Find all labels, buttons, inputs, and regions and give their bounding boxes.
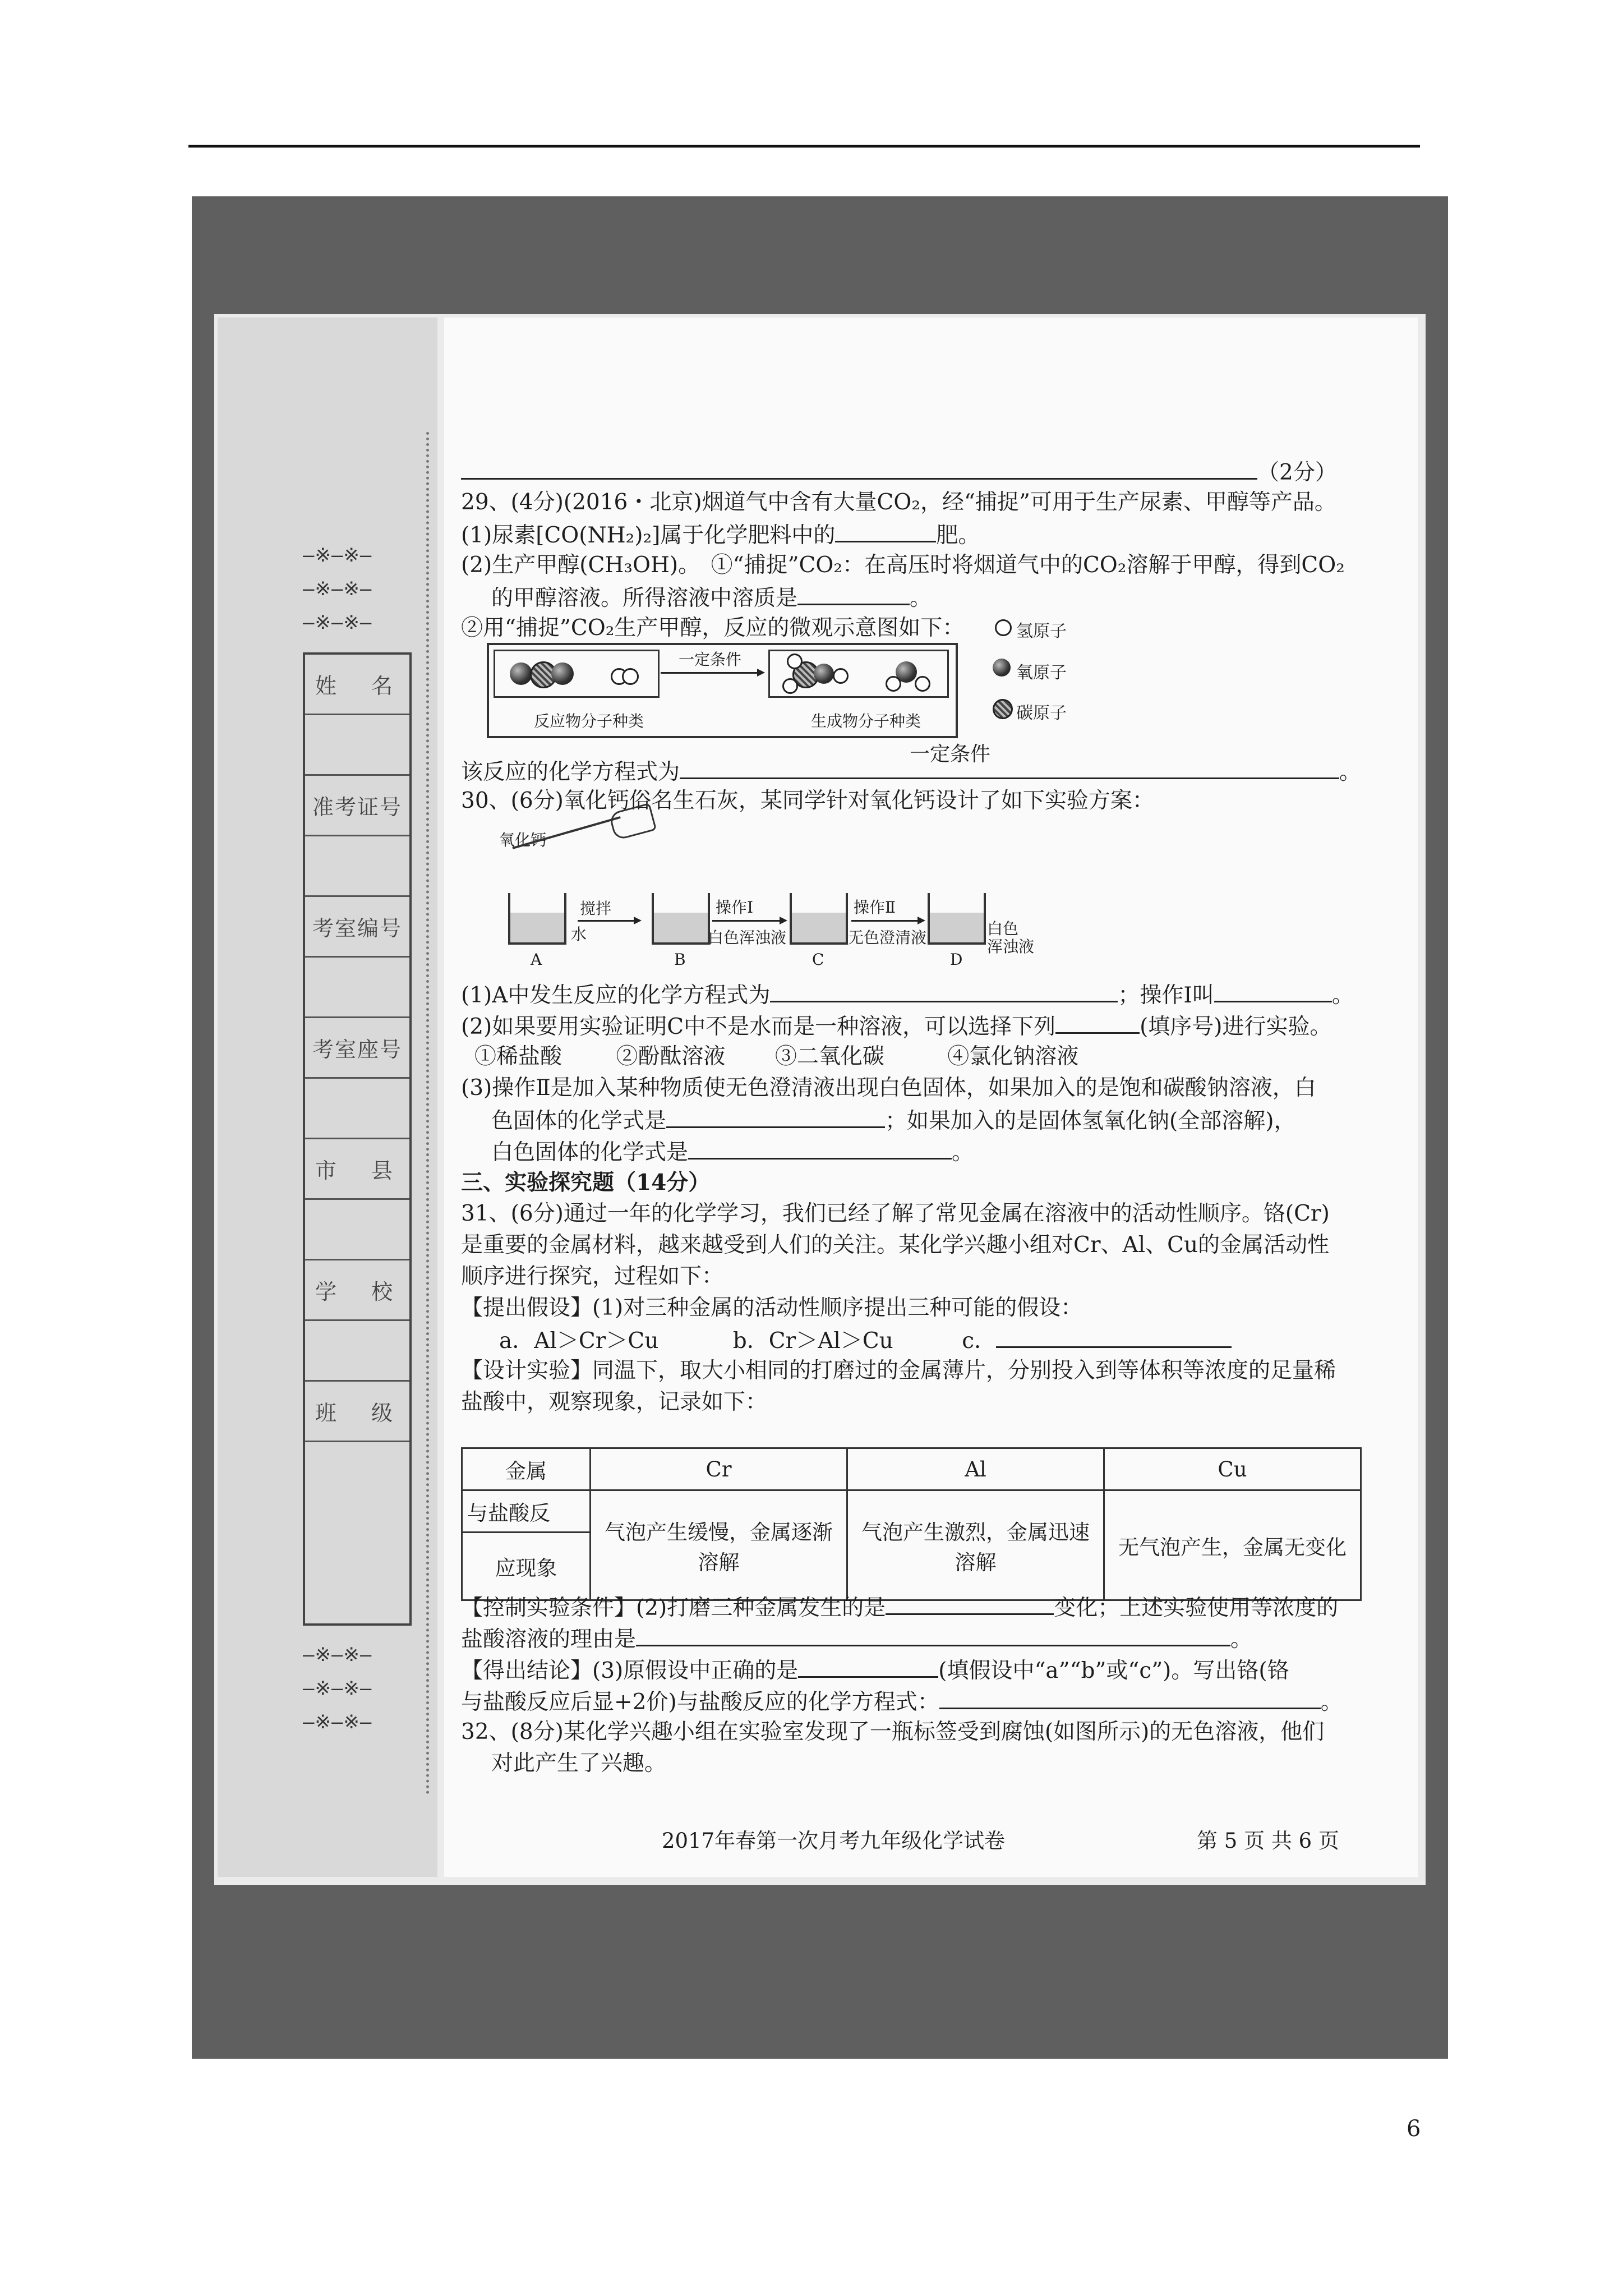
option-2: ②酚酞溶液 [616, 1044, 726, 1069]
table-row-label: 应现象 [462, 1533, 591, 1600]
field-exam-id-blank[interactable] [305, 836, 409, 897]
product-caption: 生成物分子种类 [811, 712, 921, 730]
q32-line1: 32、(8分)某化学兴趣小组在实验室发现了一瓶标签受到腐蚀(如图所示)的无色溶液，他们 [461, 1719, 1325, 1745]
section-heading: 三、实验探究题（14分） [461, 1170, 711, 1195]
hydrogen-atom [787, 654, 803, 669]
stir-arrow [578, 920, 639, 922]
hydrogen-legend-icon [995, 619, 1012, 636]
q29-solute-blank[interactable] [797, 581, 910, 605]
reactant-caption: 反应物分子种类 [534, 712, 644, 730]
q29-equation-label: 该反应的化学方程式为 [461, 760, 680, 785]
table-row-label: 与盐酸反 [462, 1490, 591, 1533]
al-observation-a: 气泡产生激烈，金属迅速 [861, 1520, 1090, 1544]
hydrogen-atom [833, 668, 849, 684]
option-4: ④氯化钠溶液 [947, 1044, 1079, 1069]
table-cell-al [847, 1490, 1104, 1600]
hydrogen-atom [915, 676, 930, 692]
cao-label: 氧化钙 [499, 831, 547, 849]
field-name-blank[interactable] [305, 715, 409, 776]
q31-equation-text: 与盐酸反应后显+2价)与盐酸反应的化学方程式： [461, 1690, 939, 1715]
hypothesis-a: a．Al＞Cr＞Cu [499, 1328, 659, 1354]
q30-equation-blank[interactable] [770, 978, 1118, 1002]
op1-label: 操作Ⅰ [716, 898, 754, 917]
field-seat-blank[interactable] [305, 1079, 409, 1139]
beaker-d-icon [928, 893, 986, 945]
q30-p3-end: 。 [952, 1140, 974, 1165]
al-observation-b: 溶解 [955, 1550, 997, 1575]
q31-correct-blank[interactable] [798, 1654, 938, 1678]
q31-reason-text: 盐酸溶液的理由是 [461, 1627, 637, 1652]
q31-control-text: 【控制实验条件】(2)打磨三种金属发生的是 [461, 1595, 886, 1621]
hydrogen-atom [622, 668, 639, 685]
q31-reason-end: 。 [1230, 1627, 1253, 1652]
reaction-condition: 一定条件 [679, 650, 742, 669]
q30-solid1-blank[interactable] [666, 1104, 885, 1128]
legend-hydrogen: 氢原子 [1016, 622, 1067, 641]
field-class-label: 班 级 [305, 1382, 409, 1442]
q30-option-blank[interactable] [1055, 1010, 1140, 1034]
q30-p1-text: (1)A中发生反应的化学方程式为 [461, 983, 771, 1008]
beaker-b-icon [652, 893, 710, 945]
field-school-label: 学 校 [305, 1260, 409, 1321]
label-b: B [674, 950, 686, 969]
header-rule [188, 145, 1420, 148]
q30-solid2-blank[interactable] [688, 1135, 952, 1159]
q31-line3: 顺序进行探究，过程如下： [461, 1264, 724, 1289]
field-county-label: 市 县 [305, 1139, 409, 1200]
hypothesis-c: c． [962, 1328, 997, 1354]
reactant-box [494, 650, 660, 698]
q31-equation-end: 。 [1320, 1690, 1343, 1715]
hydrogen-atom [886, 676, 901, 692]
binding-deco: —※—※— [303, 578, 372, 600]
q29-part1-blank[interactable] [835, 518, 936, 542]
beaker-a-icon [508, 893, 566, 945]
oxygen-atom [551, 662, 574, 685]
label-c: C [812, 950, 824, 969]
q29-part1-text: (1)尿素[CO(NH₂)₂]属于化学肥料中的 [461, 523, 836, 548]
q31-line2: 是重要的金属材料，越来越受到人们的关注。某化学兴趣小组对Cr、Al、Cu的金属活动性 [461, 1232, 1330, 1258]
option-1: ①稀盐酸 [474, 1044, 562, 1069]
q30-p1-op-label: ；操作Ⅰ叫 [1118, 983, 1214, 1008]
water-label: 水 [571, 925, 587, 944]
field-room-blank[interactable] [305, 958, 409, 1018]
reaction-arrow [661, 672, 763, 674]
field-seat-label: 考室座号 [305, 1018, 409, 1079]
q30-p2-text: (2)如果要用实验证明C中不是水而是一种溶液，可以选择下列 [461, 1014, 1056, 1039]
clear-liquid-label: 无色澄清液 [848, 928, 927, 947]
oxygen-atom [510, 662, 532, 685]
q31-reason-blank[interactable] [636, 1622, 1230, 1646]
turbid2-label-a: 白色 [987, 919, 1019, 938]
q30-p3-text: (3)操作Ⅱ是加入某种物质使无色澄清液出现白色固体，如果加入的是饱和碳酸钠溶液，白 [461, 1075, 1316, 1101]
q30-p3-text-b: 色固体的化学式是 [491, 1108, 667, 1134]
legend-carbon: 碳原子 [1016, 703, 1067, 723]
document-page-number: 6 [1407, 2116, 1421, 2142]
student-info-box [303, 652, 412, 1626]
op1-arrow [712, 920, 785, 922]
q28-answer-blank[interactable] [461, 455, 1257, 480]
q31-conclusion-text-b: (填假设中“a”“b”或“c”)。写出铬(铬 [938, 1658, 1289, 1683]
q29-stem: 29、(4分)(2016・北京)烟道气中含有大量CO₂，经“捕捉”可用于生产尿素、甲醇等产品。 [461, 490, 1336, 515]
oxygen-atom [814, 664, 834, 684]
field-class-blank[interactable] [305, 1442, 409, 1503]
q30-op1-blank[interactable] [1214, 978, 1332, 1002]
cr-observation-b: 溶解 [698, 1550, 740, 1575]
results-table [461, 1447, 1362, 1601]
binding-deco: —※—※— [303, 544, 372, 567]
q31-line1: 31、(6分)通过一年的化学学习，我们已经了解了常见金属在溶液中的活动性顺序。铬(Cr) [461, 1201, 1330, 1226]
field-county-blank[interactable] [305, 1200, 409, 1260]
q31-change-blank[interactable] [886, 1591, 1054, 1615]
q30-p1-end: 。 [1331, 983, 1354, 1008]
label-d: D [950, 950, 963, 969]
q29-part1-end: 肥。 [936, 523, 980, 548]
binding-deco: —※—※— [303, 1677, 372, 1700]
product-box [768, 650, 949, 698]
label-a: A [531, 950, 542, 969]
q29-equation-condition: 一定条件 [910, 743, 991, 766]
white-turbid-label: 白色浑浊液 [708, 928, 787, 947]
q29-part3-text: ②用“捕捉”CO₂生产甲醇，反应的微观示意图如下： [461, 615, 965, 641]
q31-conclusion-text: 【得出结论】(3)原假设中正确的是 [461, 1658, 799, 1683]
cr-observation-a: 气泡产生缓慢，金属逐渐 [605, 1520, 833, 1544]
table-header-metal: 金属 [462, 1448, 591, 1490]
legend-oxygen: 氧原子 [1016, 663, 1067, 683]
turbid2-label-b: 浑浊液 [987, 937, 1035, 956]
q31-design-line2: 盐酸中，观察现象，记录如下： [461, 1389, 768, 1415]
table-header-cu: Cu [1104, 1448, 1361, 1490]
op2-label: 操作Ⅱ [854, 898, 896, 917]
op2-arrow [851, 920, 923, 922]
q29-part2-text: (2)生产甲醇(CH₃OH)。 ①“捕捉”CO₂：在高压时将烟道气中的CO₂溶解于甲醇，得到CO₂ [461, 553, 1345, 578]
q29-eq-end: 。 [1339, 760, 1362, 785]
exam-title: 2017年春第一次月考九年级化学试卷 [662, 1829, 1006, 1853]
q28-score: （2分） [1257, 460, 1337, 485]
q32-line2: 对此产生了兴趣。 [491, 1751, 667, 1776]
hypothesis-b: b．Cr＞Al＞Cu [732, 1328, 893, 1354]
table-header-al: Al [847, 1448, 1104, 1490]
field-room-label: 考室编号 [305, 897, 409, 958]
q29-part2-text-b: 的甲醇溶液。所得溶液中溶质是 [491, 586, 798, 611]
q31-hypothesis-heading: 【提出假设】(1)对三种金属的活动性顺序提出三种可能的假设： [461, 1295, 1083, 1320]
q30-p3-text-d: 白色固体的化学式是 [491, 1140, 689, 1165]
page-indicator: 第 5 页 共 6 页 [1197, 1829, 1339, 1853]
table-cell-cr [591, 1490, 847, 1600]
table-cell-cu: 无气泡产生，金属无变化 [1104, 1490, 1361, 1600]
binding-deco: —※—※— [303, 1644, 372, 1666]
oxygen-legend-icon [993, 659, 1011, 677]
q30-stem: 30、(6分)氧化钙俗名生石灰，某同学针对氧化钙设计了如下实验方案： [461, 788, 1154, 813]
q31-control-text-b: 变化；上述实验使用等浓度的 [1054, 1595, 1339, 1621]
beaker-c-icon [790, 893, 848, 945]
hypothesis-c-blank[interactable] [996, 1324, 1232, 1348]
option-3: ③二氧化碳 [774, 1044, 884, 1069]
q29-period: 。 [910, 586, 932, 611]
field-exam-id-label: 准考证号 [305, 776, 409, 836]
field-name-label: 姓 名 [305, 655, 409, 715]
binding-deco: —※—※— [303, 1711, 372, 1733]
stir-label: 搅拌 [580, 899, 612, 918]
q29-equation-blank[interactable] [680, 755, 1339, 779]
field-school-blank[interactable] [305, 1321, 409, 1382]
binding-deco: —※—※— [303, 611, 372, 634]
q30-p2-end: (填序号)进行实验。 [1140, 1014, 1332, 1039]
table-header-cr: Cr [591, 1448, 847, 1490]
carbon-legend-icon [993, 699, 1013, 719]
binding-dotted-line [426, 432, 429, 1795]
q31-equation-blank[interactable] [939, 1685, 1321, 1709]
hydrogen-atom [782, 678, 798, 694]
q30-p3-text-c: ；如果加入的是固体氢氧化钠(全部溶解)， [885, 1108, 1296, 1134]
q31-design-line1: 【设计实验】同温下，取大小相同的打磨过的金属薄片，分别投入到等体积等浓度的足量稀 [461, 1358, 1336, 1383]
reaction-diagram [487, 643, 958, 738]
